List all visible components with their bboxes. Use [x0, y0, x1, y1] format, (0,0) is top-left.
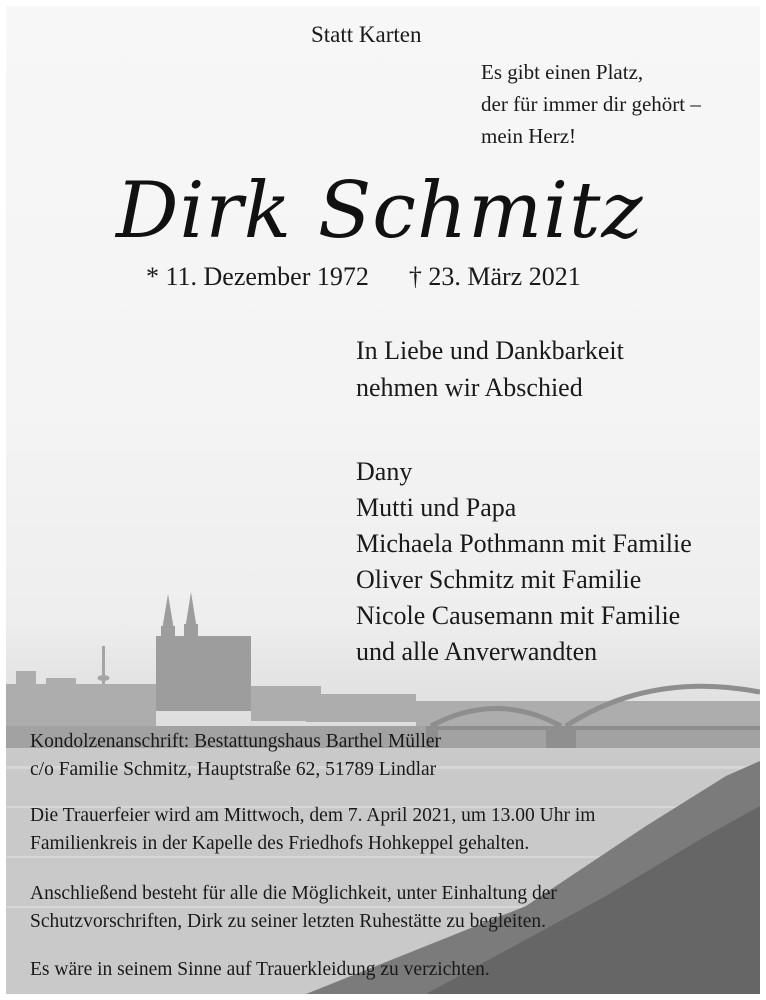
cathedral-silhouette [156, 592, 251, 711]
farewell-line: In Liebe und Dankbarkeit [356, 336, 624, 365]
condolence-line: c/o Familie Schmitz, Hauptstraße 62, 51789 Lindlar [30, 759, 437, 780]
burial-line: Schutzvorschriften, Dirk zu seiner letzten Ruhestätte zu begleiten. [30, 911, 547, 932]
ceremony-notice [30, 802, 595, 858]
statt-karten-label: Statt Karten [311, 22, 422, 47]
verse-line: mein Herz! [481, 124, 577, 148]
ceremony-line: Familienkreis in der Kapelle des Friedhofs Hohkeppel gehalten. [30, 833, 530, 854]
mourner-item: Mutti und Papa [356, 493, 517, 522]
ceremony-line: Die Trauerfeier wird am Mittwoch, dem 7. April 2021, um 13.00 Uhr im [30, 805, 596, 826]
mourner-item: Michaela Pothmann mit Familie [356, 529, 692, 558]
burial-line: Anschließend besteht für alle die Möglichkeit, unter Einhaltung der [30, 883, 557, 904]
verse [481, 56, 701, 152]
mourner-item: Oliver Schmitz mit Familie [356, 565, 642, 594]
mourner-item: und alle Anverwandten [356, 637, 598, 666]
deceased-name: Dirk Schmitz [116, 166, 644, 256]
verse-line: der für immer dir gehört – [481, 92, 701, 116]
life-dates [146, 262, 581, 292]
condolence-address [30, 728, 441, 784]
farewell-text [356, 332, 624, 406]
mourners-list [356, 454, 692, 670]
obituary-card [6, 6, 760, 994]
death-date: † 23. März 2021 [408, 262, 581, 291]
mourner-item: Nicole Causemann mit Familie [356, 601, 681, 630]
farewell-line: nehmen wir Abschied [356, 373, 583, 402]
burial-notice [30, 880, 557, 936]
birth-date: * 11. Dezember 1972 [146, 262, 369, 291]
condolence-line: Kondolzenanschrift: Bestattungshaus Barthel Müller [30, 731, 442, 752]
mourner-item: Dany [356, 457, 413, 486]
closing-note: Es wäre in seinem Sinne auf Trauerkleidung zu verzichten. [30, 959, 490, 980]
verse-line: Es gibt einen Platz, [481, 60, 644, 84]
